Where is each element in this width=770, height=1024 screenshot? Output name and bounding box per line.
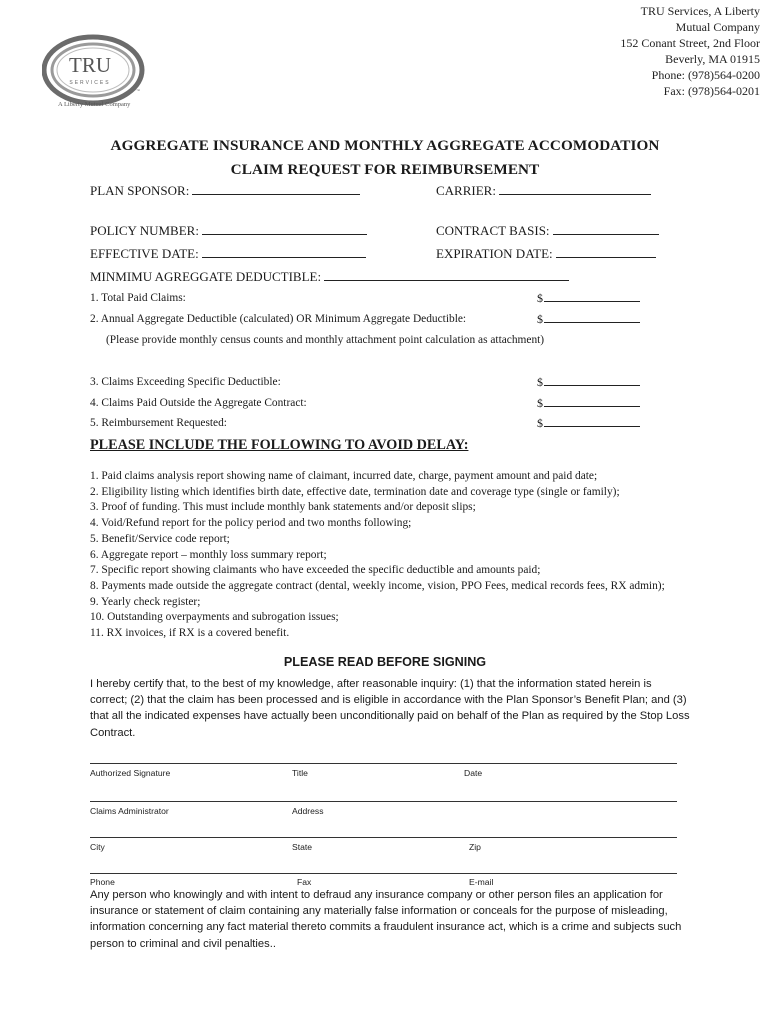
- form-title: AGGREGATE INSURANCE AND MONTHLY AGGREGATE ACCOMODATION: [110, 137, 660, 154]
- amount-blank[interactable]: [544, 417, 640, 427]
- min-deductible-field[interactable]: [90, 269, 569, 285]
- list-item: 10. Outstanding overpayments and subrogation issues;: [90, 611, 339, 624]
- plan-sponsor-label: PLAN SPONSOR:: [90, 183, 190, 198]
- expiration-date-label: EXPIRATION DATE:: [436, 246, 553, 261]
- amount-blank[interactable]: [544, 292, 640, 302]
- read-heading: PLEASE READ BEFORE SIGNING: [283, 655, 487, 669]
- expiration-date-blank[interactable]: [556, 247, 656, 258]
- signature-line[interactable]: [90, 763, 677, 764]
- carrier-field[interactable]: [436, 183, 651, 199]
- list-item: 9. Yearly check register;: [90, 595, 201, 608]
- address-line: Fax: (978)564-0201: [663, 84, 760, 98]
- list-item: 1. Paid claims analysis report showing name of claimant, incurred date, charge, payment amount and paid date;: [90, 470, 598, 482]
- contract-basis-label: CONTRACT BASIS:: [436, 223, 550, 238]
- policy-number-blank[interactable]: [202, 224, 367, 235]
- list-item: 5. Benefit/Service code report;: [90, 532, 230, 545]
- claims-administrator-label: Claims Administrator: [90, 806, 169, 816]
- list-item: 2. Eligibility listing which identifies birth date, effective date, termination date and coverage type (single or family);: [90, 485, 620, 498]
- dollar-sign: $: [537, 375, 543, 389]
- list-item: 3. Proof of funding. This must include monthly bank statements and/or deposit slips;: [90, 501, 476, 514]
- address-line: 152 Conant Street, 2nd Floor: [620, 36, 760, 50]
- contract-basis-blank[interactable]: [553, 224, 659, 235]
- effective-date-blank[interactable]: [202, 247, 366, 258]
- plan-sponsor-blank[interactable]: [192, 184, 360, 195]
- address-line: Mutual Company: [675, 20, 760, 34]
- dollar-sign: $: [537, 416, 543, 430]
- item-total-paid-claims: 1. Total Paid Claims:: [90, 292, 186, 304]
- amount-blank[interactable]: [544, 376, 640, 386]
- state-label: State: [292, 842, 313, 852]
- list-item: 11. RX invoices, if RX is a covered benefit.: [90, 627, 290, 640]
- amount-blank[interactable]: [544, 397, 640, 407]
- address-label: Address: [292, 806, 324, 816]
- company-address: [620, 3, 760, 99]
- carrier-label: CARRIER:: [436, 183, 496, 198]
- carrier-blank[interactable]: [499, 184, 651, 195]
- include-list: [90, 469, 690, 642]
- claims-admin-line[interactable]: [90, 801, 677, 802]
- list-item: 7. Specific report showing claimants who have exceeded the specific deductible and amounts paid;: [90, 564, 541, 577]
- address-line: TRU Services, A Liberty: [640, 4, 760, 18]
- form-subtitle: CLAIM REQUEST FOR REIMBURSEMENT: [230, 161, 540, 178]
- title-label: Title: [292, 768, 308, 778]
- expiration-date-field[interactable]: [436, 246, 656, 262]
- policy-number-field[interactable]: [90, 223, 367, 239]
- policy-number-label: POLICY NUMBER:: [90, 223, 199, 238]
- claims-outside-amount[interactable]: [537, 396, 640, 411]
- address-line: Beverly, MA 01915: [665, 52, 760, 66]
- logo-tagline: A Liberty Mutual Company: [58, 101, 131, 108]
- census-note: (Please provide monthly census counts and monthly attachment point calculation as attachment): [106, 334, 545, 346]
- dollar-sign: $: [537, 312, 543, 326]
- dollar-sign: $: [537, 291, 543, 305]
- item-claims-outside: 4. Claims Paid Outside the Aggregate Contract:: [90, 397, 307, 409]
- delay-heading: PLEASE INCLUDE THE FOLLOWING TO AVOID DELAY:: [90, 437, 469, 453]
- address-line: Phone: (978)564-0200: [651, 68, 760, 82]
- min-deductible-blank[interactable]: [324, 270, 569, 281]
- claims-exceeding-amount[interactable]: [537, 375, 640, 390]
- city-line[interactable]: [90, 837, 677, 838]
- date-label: Date: [464, 768, 483, 778]
- logo-text: TRU: [69, 53, 111, 77]
- min-deductible-label: MINMIMU AGREGGATE DEDUCTIBLE:: [90, 269, 322, 284]
- zip-label: Zip: [469, 842, 481, 852]
- fax-label: Fax: [297, 877, 312, 887]
- email-label: E-mail: [469, 877, 494, 887]
- item-annual-deductible: 2. Annual Aggregate Deductible (calculated) OR Minimum Aggregate Deductible:: [90, 313, 467, 325]
- item-claims-exceeding: 3. Claims Exceeding Specific Deductible:: [90, 376, 281, 388]
- list-item: 4. Void/Refund report for the policy period and two months following;: [90, 517, 412, 530]
- reimbursement-amount[interactable]: [537, 416, 640, 431]
- phone-label: Phone: [90, 877, 115, 887]
- tru-logo: [42, 30, 152, 110]
- city-label: City: [90, 842, 105, 852]
- fraud-warning: Any person who knowingly and with intent to defraud any insurance company or other person files an application for insurance or statement of claim containing any materially false information or conceals for the purpose of misleading, information concerning any fact material thereto commits a fraudulent insurance act, which is a crime and subjects such person to criminal and civil penalties..: [90, 889, 682, 950]
- amount-blank[interactable]: [544, 313, 640, 323]
- item-reimbursement: 5. Reimbursement Requested:: [90, 417, 227, 429]
- list-item: 8. Payments made outside the aggregate contract (dental, weekly income, vision, PPO Fees, medical records fees, RX admin);: [90, 579, 665, 592]
- dollar-sign: $: [537, 396, 543, 410]
- total-paid-claims-amount[interactable]: [537, 291, 640, 306]
- svg-text:™: ™: [136, 88, 140, 93]
- effective-date-label: EFFECTIVE DATE:: [90, 246, 199, 261]
- plan-sponsor-field[interactable]: [90, 183, 360, 199]
- effective-date-field[interactable]: [90, 246, 366, 262]
- authorized-signature-label: Authorized Signature: [90, 768, 171, 778]
- certification-text: I hereby certify that, to the best of my knowledge, after reasonable inquiry: (1) that the information stated herein is correct; (2) that the claim has been processed and is eligible in accordance with the Plan Sponsor’s Benefit Plan; and (3) that all the indicated expenses have actually been unconditionally paid on behalf of the Plan as required by the Stop Loss Contract.: [90, 678, 690, 739]
- list-item: 6. Aggregate report – monthly loss summary report;: [90, 548, 327, 561]
- contract-basis-field[interactable]: [436, 223, 659, 239]
- annual-deductible-amount[interactable]: [537, 312, 640, 327]
- logo-subtext: SERVICES: [69, 80, 111, 86]
- phone-line[interactable]: [90, 873, 677, 874]
